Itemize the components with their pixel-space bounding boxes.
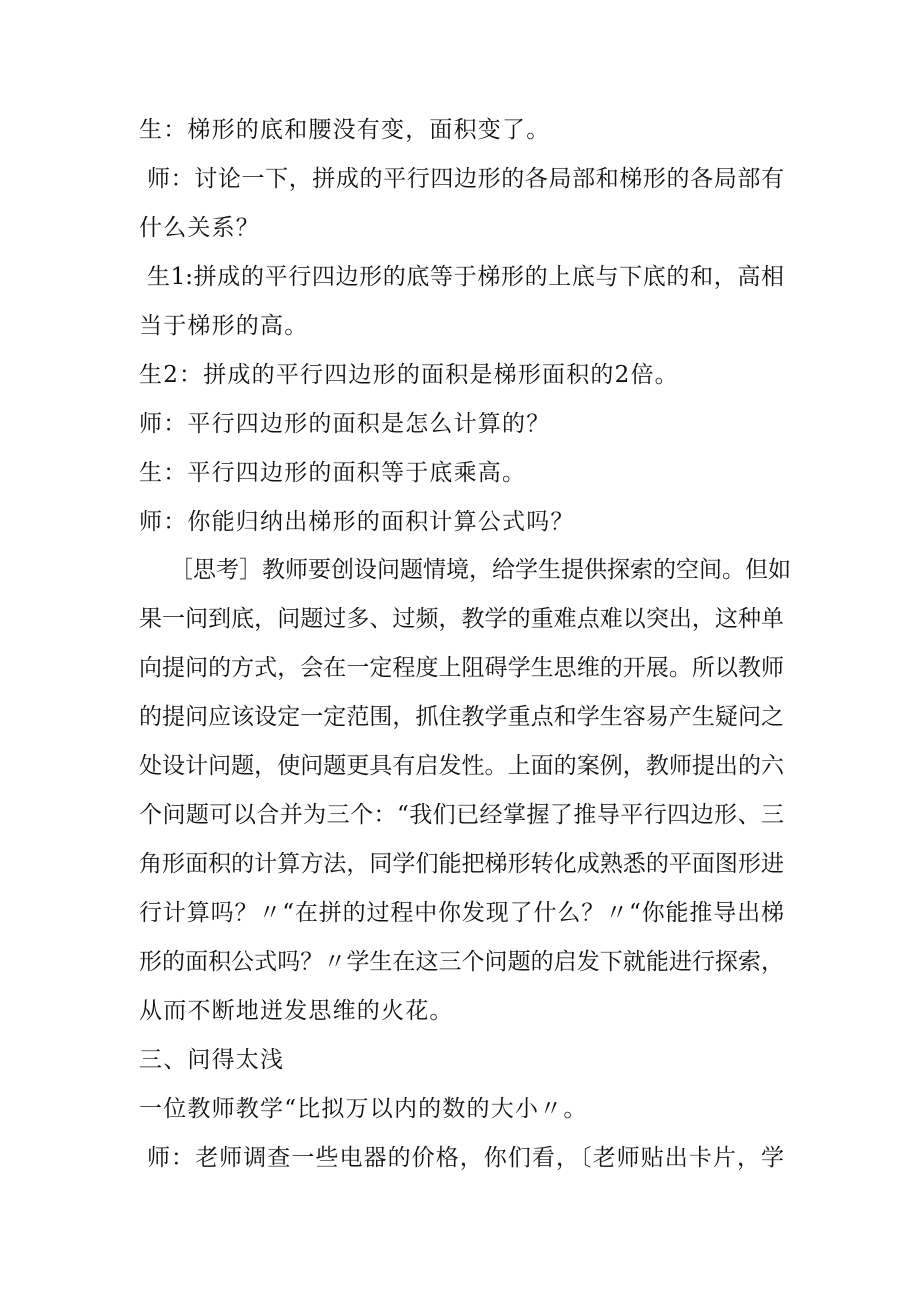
text-line-12: 向提问的方式，会在一定程度上阻碍学生思维的开展。所以教师 <box>139 655 784 681</box>
text-line-13: 的提问应该设定一定范围，抓住教学重点和学生容易产生疑问之 <box>139 704 784 730</box>
text-line-22: 师：老师调查一些电器的价格，你们看，〔老师贴出卡片，学 <box>147 1145 784 1171</box>
text-line-6: 生2：拼成的平行四边形的面积是梯形面积的2倍。 <box>139 362 679 388</box>
text-line-14: 处设计问题，使问题更具有启发性。上面的案例，教师提出的六 <box>139 753 784 779</box>
text-line-4: 生1:拼成的平行四边形的底等于梯形的上底与下底的和，高相 <box>147 264 784 290</box>
text-line-19: 从而不断地迸发思维的火花。 <box>139 998 454 1024</box>
text-line-9: 师：你能归纳出梯形的面积计算公式吗？ <box>139 509 575 535</box>
text-line-3: 什么关系？ <box>139 215 260 241</box>
text-line-8: 生：平行四边形的面积等于底乘高。 <box>139 460 527 486</box>
text-line-18: 形的面积公式吗？〃学生在这三个问题的启发下就能进行探索， <box>139 949 784 975</box>
text-line-7: 师：平行四边形的面积是怎么计算的？ <box>139 411 551 437</box>
text-line-21: 一位教师教学“比拟万以内的数的大小〃。 <box>139 1096 588 1122</box>
text-line-5: 当于梯形的高。 <box>139 313 309 339</box>
text-line-10: ［思考］教师要创设问题情境，给学生提供探索的空间。但如 <box>170 557 791 583</box>
text-line-2: 师：讨论一下，拼成的平行四边形的各局部和梯形的各局部有 <box>147 166 784 192</box>
section-heading: 三、问得太浅 <box>139 1047 285 1073</box>
text-line-1: 生：梯形的底和腰没有变，面积变了。 <box>139 117 551 143</box>
text-line-16: 角形面积的计算方法，同学们能把梯形转化成熟悉的平面图形进 <box>139 851 784 877</box>
text-line-11: 果一问到底，问题过多、过频，教学的重难点难以突出，这种单 <box>139 606 784 632</box>
text-line-17: 行计算吗？〃“在拼的过程中你发现了什么？〃“你能推导出梯 <box>139 900 784 926</box>
text-line-15: 个问题可以合并为三个：“我们已经掌握了推导平行四边形、三 <box>139 802 784 828</box>
